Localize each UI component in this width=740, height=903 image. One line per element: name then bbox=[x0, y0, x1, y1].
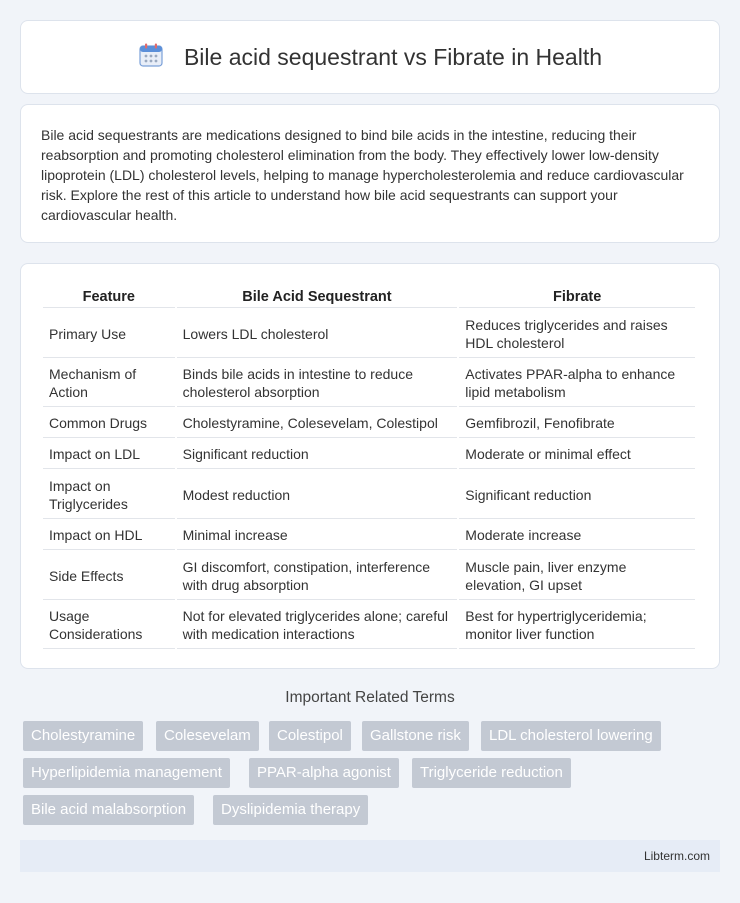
table-cell: Significant reduction bbox=[459, 471, 695, 519]
table-cell: Modest reduction bbox=[177, 471, 458, 519]
page-title: Bile acid sequestrant vs Fibrate in Health bbox=[183, 43, 603, 70]
table-row bbox=[43, 471, 695, 519]
table-cell: Binds bile acids in intestine to reduce cholesterol absorption bbox=[177, 360, 458, 407]
column-header-bile-acid-sequestrant: Bile Acid Sequestrant bbox=[177, 284, 458, 308]
table-cell: Cholestyramine, Colesevelam, Colestipol bbox=[177, 409, 458, 438]
table-cell: Moderate increase bbox=[459, 521, 695, 550]
table-cell: Impact on Triglycerides bbox=[43, 471, 175, 519]
footer bbox=[20, 840, 720, 872]
intro-card bbox=[20, 104, 720, 243]
table-row bbox=[43, 360, 695, 407]
column-header-fibrate: Fibrate bbox=[459, 284, 695, 308]
tag-gallstone-risk[interactable]: Gallstone risk bbox=[362, 721, 469, 751]
table-header-row bbox=[43, 284, 695, 308]
table-cell: Muscle pain, liver enzyme elevation, GI upset bbox=[459, 552, 695, 600]
tag-colestipol[interactable]: Colestipol bbox=[269, 721, 351, 751]
intro-text: Bile acid sequestrants are medications designed to bind bile acids in the intestine, reducing their reabsorption and promoting cholesterol elimination from the body. They effectively lower low-density lipoprotein (LDL) cholesterol levels, helping to manage hypercholesterolemia and reduce cardiovascular risk. Explore the rest of this article to understand how bile acid sequestrants can support your cardiovascular health. bbox=[41, 127, 684, 223]
tag-cholestyramine[interactable]: Cholestyramine bbox=[23, 721, 143, 751]
tag-colesevelam[interactable]: Colesevelam bbox=[156, 721, 259, 751]
table-cell: Minimal increase bbox=[177, 521, 458, 550]
tag-hyperlipidemia-management[interactable]: Hyperlipidemia management bbox=[23, 758, 230, 788]
comparison-table bbox=[41, 282, 697, 651]
table-cell: Gemfibrozil, Fenofibrate bbox=[459, 409, 695, 438]
table-cell: Impact on LDL bbox=[43, 440, 175, 469]
table-cell: Side Effects bbox=[43, 552, 175, 600]
related-terms-title: Important Related Terms bbox=[285, 689, 455, 706]
table-row bbox=[43, 521, 695, 550]
table-cell: Mechanism of Action bbox=[43, 360, 175, 407]
table-row bbox=[43, 409, 695, 438]
table-row bbox=[43, 552, 695, 600]
tag-dyslipidemia-therapy[interactable]: Dyslipidemia therapy bbox=[213, 795, 368, 825]
tag-triglyceride-reduction[interactable]: Triglyceride reduction bbox=[412, 758, 571, 788]
table-cell: Primary Use bbox=[43, 310, 175, 358]
table-cell: Usage Considerations bbox=[43, 602, 175, 649]
footer-site-link[interactable]: Libterm.com bbox=[643, 849, 710, 863]
column-header-feature: Feature bbox=[43, 284, 175, 308]
table-cell: Significant reduction bbox=[177, 440, 458, 469]
table-cell: GI discomfort, constipation, interference with drug absorption bbox=[177, 552, 458, 600]
calendar-icon bbox=[138, 42, 164, 73]
table-cell: Common Drugs bbox=[43, 409, 175, 438]
table-cell: Best for hypertriglyceridemia; monitor liver function bbox=[459, 602, 695, 649]
table-cell: Reduces triglycerides and raises HDL cholesterol bbox=[459, 310, 695, 358]
table-cell: Activates PPAR-alpha to enhance lipid metabolism bbox=[459, 360, 695, 407]
tag-bile-acid-malabsorption[interactable]: Bile acid malabsorption bbox=[23, 795, 194, 825]
table-row bbox=[43, 602, 695, 649]
tag-ldl-cholesterol-lowering[interactable]: LDL cholesterol lowering bbox=[481, 721, 661, 751]
table-cell: Impact on HDL bbox=[43, 521, 175, 550]
table-cell: Lowers LDL cholesterol bbox=[177, 310, 458, 358]
comparison-table-card bbox=[20, 263, 720, 669]
table-row bbox=[43, 310, 695, 358]
header-card bbox=[20, 20, 720, 94]
table-cell: Not for elevated triglycerides alone; careful with medication interactions bbox=[177, 602, 458, 649]
tag-ppar-alpha-agonist[interactable]: PPAR-alpha agonist bbox=[249, 758, 399, 788]
table-cell: Moderate or minimal effect bbox=[459, 440, 695, 469]
table-row bbox=[43, 440, 695, 469]
